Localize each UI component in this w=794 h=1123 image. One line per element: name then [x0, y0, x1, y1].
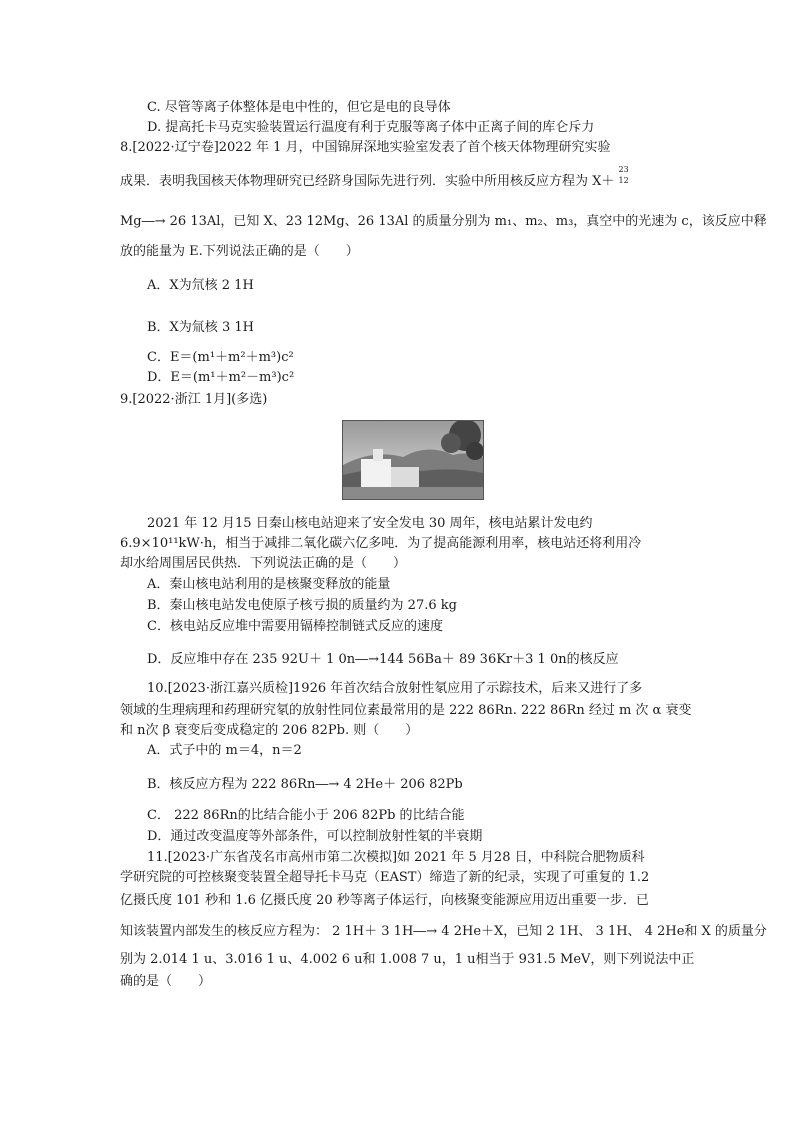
q11-stem-line6: 确的是（ ） [120, 974, 212, 989]
q8-mass-number: 23 [618, 164, 629, 174]
q8-stem-line4: 放的能量为 E.下列说法正确的是（ ） [120, 244, 359, 259]
q7-option-d: D. 提高托卡马克实验装置运行温度有利于克服等离子体中正离子间的库仑斥力 [147, 120, 595, 135]
q9-heading: 9.[2022·浙江 1月](多选) [120, 392, 268, 407]
q11-stem-line2: 学研究院的可控核聚变装置全超导托卡马克（EAST）缔造了新的纪录，实现了可重复的 1.2 [120, 870, 650, 885]
q10-stem-line2: 领域的生理病理和药理研究氡的放射性同位素最常用的是 222 86Rn. 222 86Rn 经过 m 次 α 衰变 [120, 703, 692, 718]
q9-option-d: D．反应堆中存在 235 92U＋ 1 0n―→144 56Ba＋ 89 36Kr＋3 1 0n的核反应 [147, 652, 619, 667]
q10-option-c: C． 222 86Rn的比结合能小于 206 82Pb 的比结合能 [147, 808, 465, 823]
q9-option-b: B．秦山核电站发电使原子核亏损的质量约为 27.6 kg [147, 598, 457, 613]
q8-option-b: B．X为氚核 3 1H [147, 320, 254, 335]
q11-stem-line4: 知该装置内部发生的核反应方程为： 2 1H＋ 3 1H―→ 4 2He＋X，已知 2 1H、 3 1H、 4 2He和 X 的质量分 [120, 924, 767, 939]
nuclear-plant-photo [342, 420, 484, 500]
q10-stem-line3: 和 n次 β 衰变后变成稳定的 206 82Pb. 则（ ） [120, 723, 419, 738]
q8-atomic-number: 12 [618, 175, 629, 185]
q8-option-d: D．E＝(m¹＋m²－m³)c² [147, 370, 295, 385]
q10-option-b: B．核反应方程为 222 86Rn―→ 4 2He＋ 206 82Pb [147, 777, 463, 792]
q11-stem-line3: 亿摄氏度 101 秒和 1.6 亿摄氏度 20 秒等离子体运行，向核聚变能源应用迈出重要一步．已 [120, 893, 649, 908]
q9-stem-line3: 却水给周围居民供热．下列说法正确的是（ ） [120, 556, 407, 571]
q9-stem-line1: 2021 年 12 月15 日秦山核电站迎来了安全发电 30 周年，核电站累计发电约 [147, 516, 593, 531]
q8-stem-line3: Mg―→ 26 13Al，已知 X、23 12Mg、26 13Al 的质量分别为 m₁、m₂、m₃，真空中的光速为 c，该反应中释 [120, 214, 767, 229]
q9-option-c: C．核电站反应堆中需要用镉棒控制链式反应的速度 [147, 619, 443, 634]
q7-option-c: C. 尽管等离子体整体是电中性的，但它是电的良导体 [147, 100, 451, 115]
q11-stem-line1: 11.[2023·广东省茂名市高州市第二次模拟]如 2021 年 5 月28 日，中科院合肥物质科 [147, 850, 645, 865]
q11-stem-line5: 别为 2.014 1 u、3.016 1 u、4.002 6 u和 1.008 7 u，1 u相当于 931.5 MeV，则下列说法中正 [120, 952, 695, 967]
q10-stem-line1: 10.[2023·浙江嘉兴质检]1926 年首次结合放射性氡应用了示踪技术，后来又进行了多 [147, 681, 643, 696]
q8-option-c: C．E＝(m¹＋m²＋m³)c² [147, 350, 294, 365]
q8-option-a: A．X为氘核 2 1H [147, 278, 254, 293]
q9-option-a: A．秦山核电站利用的是核聚变释放的能量 [147, 577, 391, 592]
q10-option-a: A．式子中的 m＝4，n＝2 [147, 743, 302, 758]
q9-stem-line2: 6.9×10¹¹kW·h，相当于减排二氧化碳六亿多吨．为了提高能源利用率，核电站还将利用冷 [120, 536, 642, 551]
q10-option-d: D．通过改变温度等外部条件，可以控制放射性氡的半衰期 [147, 829, 483, 844]
q8-stem-line2: 成果．表明我国核天体物理研究已经跻身国际先进行列．实验中所用核反应方程为 X＋ $^{23}$ $_{12}$ [120, 164, 629, 189]
q8-stem-line1: 8.[2022·辽宁卷]2022 年 1 月，中国锦屏深地实验室发表了首个核天体物理研究实验 [120, 140, 611, 155]
